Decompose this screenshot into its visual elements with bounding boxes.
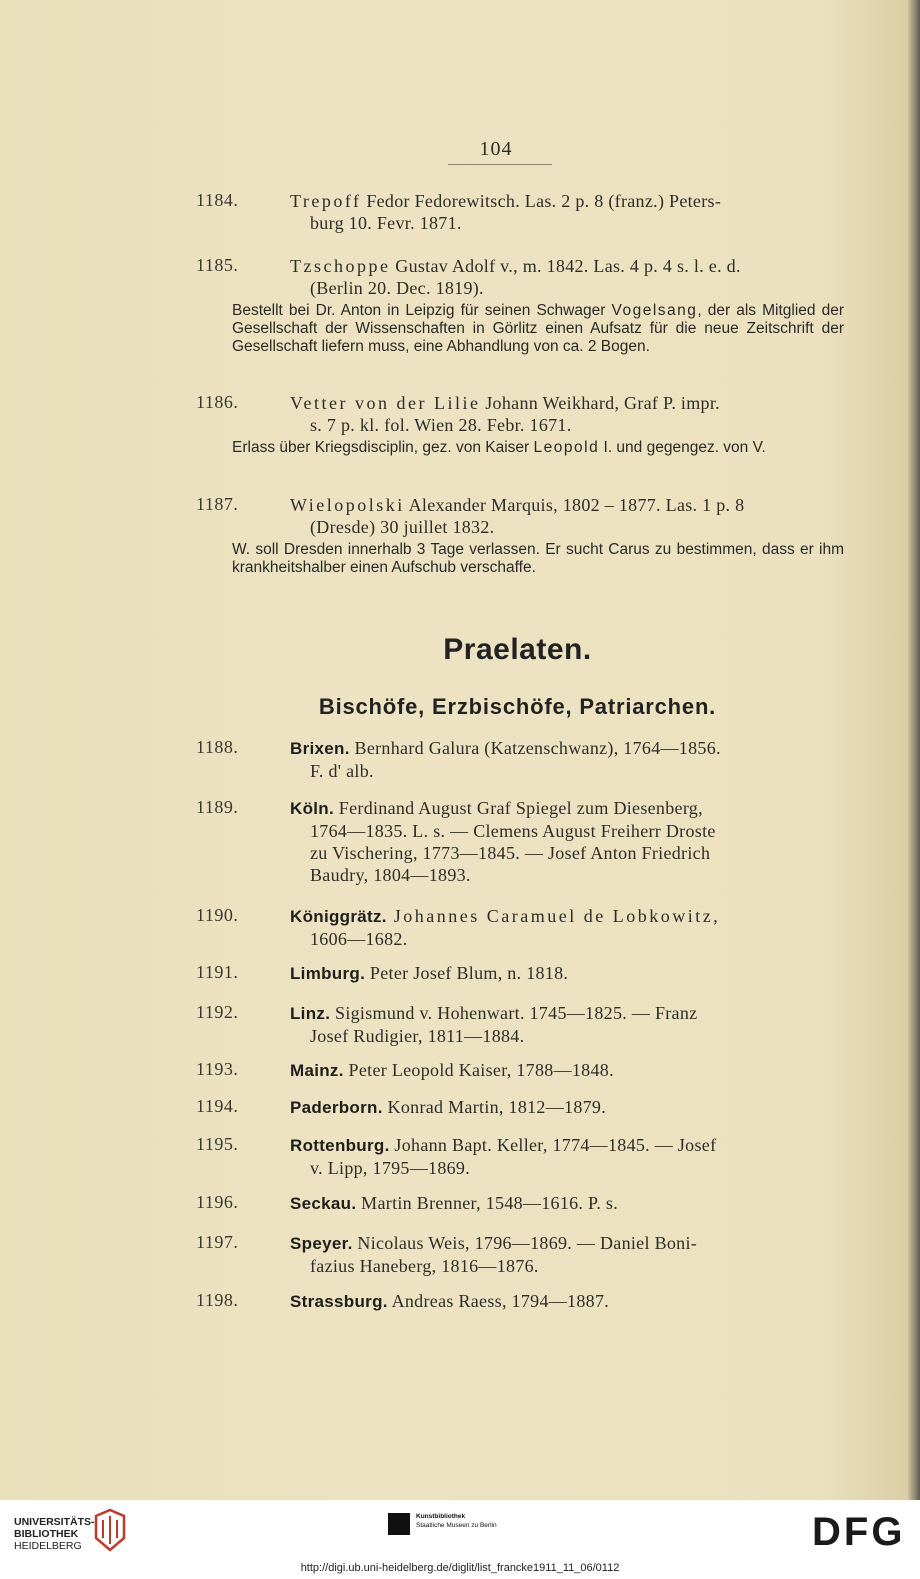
- entry-text: [292, 1192, 846, 1215]
- entry-text: [292, 494, 846, 538]
- entry-line: Martin Brenner, 1548—1616. P. s.: [356, 1193, 619, 1213]
- catalog-entry-1197: [196, 1232, 846, 1277]
- entry-continuation: Josef Rudigier, 1811—1884.: [310, 1026, 525, 1046]
- note-1187: W. soll Dresden innerhalb 3 Tage verlassen. Er sucht Carus zu bestimmen, dass er ihm krankheitshalber einen Aufschub verschaffe.: [232, 541, 844, 576]
- entry-line: Ferdinand August Graf Spiegel zum Diesenberg,: [334, 798, 703, 818]
- entry-number: 1185.: [196, 255, 239, 275]
- entry-line: Gustav Adolf v., m. 1842. Las. 4 p. 4 s. l. e. d.: [390, 256, 741, 276]
- entry-text: [292, 1232, 846, 1277]
- note-text: Bestellt bei Dr. Anton in Leipzig für seinen Schwager: [232, 302, 612, 319]
- catalog-entry-1188: [196, 737, 846, 782]
- entry-number: 1195.: [196, 1134, 239, 1154]
- note-1185: [232, 302, 844, 356]
- section-subheading: Bischöfe, Erzbischöfe, Patriarchen.: [318, 694, 717, 719]
- entry-number: 1189.: [196, 797, 239, 817]
- entry-text: [292, 1096, 846, 1119]
- logo-line: UNIVERSITÄTS-: [14, 1516, 95, 1528]
- entry-place: Königgrätz.: [290, 907, 387, 926]
- entry-line: Andreas Raess, 1794—1887.: [387, 1291, 610, 1311]
- entry-number: 1193.: [196, 1059, 239, 1079]
- entry-line: Peter Josef Blum, n. 1818.: [365, 963, 569, 983]
- entry-number: 1194.: [196, 1096, 239, 1116]
- entry-number: 1198.: [196, 1290, 239, 1310]
- entry-continuation: 1606—1682.: [310, 929, 408, 949]
- entry-place: Strassburg.: [290, 1292, 388, 1311]
- entry-number: 1192.: [196, 1002, 239, 1022]
- catalog-entry-1196: [196, 1192, 846, 1215]
- entry-text: [292, 905, 846, 950]
- entry-text: [292, 1290, 846, 1313]
- entry-continuation: F. d' alb.: [310, 761, 374, 781]
- entry-text: [292, 962, 846, 985]
- entry-name: Vetter von der Lilie: [290, 393, 481, 413]
- university-mark-icon: [92, 1508, 128, 1552]
- entry-text: [292, 1059, 846, 1082]
- note-text: I. und gegengez. von V.: [599, 439, 766, 456]
- entry-number: 1184.: [196, 190, 239, 210]
- entry-name: Wielopolski: [290, 495, 405, 515]
- footer-bar: [0, 1500, 920, 1579]
- entry-line: Johann Weikhard, Graf P. impr.: [480, 393, 720, 413]
- note-text: Erlass über Kriegsdisciplin, gez. von Kaiser: [232, 439, 534, 456]
- page-number-rule: [448, 164, 552, 165]
- entry-number: 1186.: [196, 392, 239, 412]
- catalog-entry-1194: [196, 1096, 846, 1119]
- entry-place: Seckau.: [290, 1194, 357, 1213]
- entry-text: [292, 392, 846, 436]
- entry-continuation: s. 7 p. kl. fol. Wien 28. Febr. 1671.: [310, 415, 572, 435]
- entry-continuation: 1764—1835. L. s. — Clemens August Freiherr Droste: [310, 821, 716, 841]
- entry-place: Limburg.: [290, 964, 366, 983]
- entry-text: [292, 1134, 846, 1179]
- logo-line: HEIDELBERG: [14, 1540, 82, 1552]
- catalog-entry-1189: [196, 797, 846, 886]
- entry-number: 1197.: [196, 1232, 239, 1252]
- entry-line: Sigismund v. Hohenwart. 1745—1825. — Franz: [330, 1003, 698, 1023]
- entry-text: [292, 255, 846, 299]
- entry-place: Brixen.: [290, 739, 350, 758]
- catalog-entry-1190: [196, 905, 846, 950]
- entry-place: Köln.: [290, 799, 334, 818]
- entry-continuation: v. Lipp, 1795—1869.: [310, 1158, 471, 1178]
- entry-place: Linz.: [290, 1004, 331, 1023]
- catalog-entry-1191: [196, 962, 846, 985]
- entry-place: Mainz.: [290, 1061, 344, 1080]
- entry-line: Peter Leopold Kaiser, 1788—1848.: [343, 1060, 614, 1080]
- logo-line: BIBLIOTHEK: [14, 1528, 79, 1540]
- entry-continuation: zu Vischering, 1773—1845. — Josef Anton Friedrich: [310, 843, 711, 863]
- note-name: Leopold: [533, 439, 600, 456]
- entry-line: Johann Bapt. Keller, 1774—1845. — Josef: [389, 1135, 717, 1155]
- entry-line: Alexander Marquis, 1802 – 1877. Las. 1 p. 8: [404, 495, 745, 515]
- university-library-logo[interactable]: [14, 1516, 95, 1552]
- entry-text: [292, 737, 846, 782]
- entry-continuation: (Berlin 20. Dec. 1819).: [310, 278, 484, 298]
- catalog-entry-1186: [196, 392, 846, 436]
- catalog-entry-1193: [196, 1059, 846, 1082]
- entry-line: Konrad Martin, 1812—1879.: [382, 1097, 607, 1117]
- entry-line: Nicolaus Weis, 1796—1869. — Daniel Boni-: [352, 1233, 698, 1253]
- entry-number: 1190.: [196, 905, 239, 925]
- entry-name: Trepoff: [290, 191, 362, 211]
- entry-number: 1191.: [196, 962, 239, 982]
- catalog-entry-1184: [196, 190, 846, 234]
- kb-line: Staatliche Museen zu Berlin: [416, 1522, 497, 1529]
- entry-line: Johannes Caramuel de Lobkowitz,: [386, 906, 721, 926]
- catalog-entry-1185: [196, 255, 846, 299]
- entry-continuation: (Dresde) 30 juillet 1832.: [310, 517, 495, 537]
- entry-place: Speyer.: [290, 1234, 353, 1253]
- catalog-entry-1198: [196, 1290, 846, 1313]
- entry-text: [292, 1002, 846, 1047]
- entry-place: Rottenburg.: [290, 1136, 390, 1155]
- kb-line: Kunstbibliothek: [416, 1513, 466, 1520]
- kunstbibliothek-label[interactable]: [416, 1512, 497, 1530]
- entry-continuation: burg 10. Fevr. 1871.: [310, 213, 462, 233]
- entry-number: 1196.: [196, 1192, 239, 1212]
- catalog-entry-1195: [196, 1134, 846, 1179]
- note-name: Vogelsang: [611, 302, 698, 319]
- note-text: , der als Mitglied der Gesellschaft der Wissenschaften in Görlitz einen Aufsatz für die neue Zeitschrift der Gesellschaft liefern muss, eine Abhandlung von ca. 2 Bogen.: [232, 302, 844, 355]
- catalog-entry-1187: [196, 494, 846, 538]
- entry-number: 1187.: [196, 494, 239, 514]
- catalog-entry-1192: [196, 1002, 846, 1047]
- entry-continuation: Baudry, 1804—1893.: [310, 865, 471, 885]
- entry-continuation: fazius Haneberg, 1816—1876.: [310, 1256, 539, 1276]
- book-spine-edge: [908, 0, 920, 1500]
- entry-text: [292, 797, 846, 886]
- dfg-logo[interactable]: DFG: [812, 1510, 906, 1554]
- kunstbibliothek-logo-icon: [388, 1513, 410, 1535]
- entry-line: Fedor Fedorewitsch. Las. 2 p. 8 (franz.) Peters-: [361, 191, 722, 211]
- entry-number: 1188.: [196, 737, 239, 757]
- entry-place: Paderborn.: [290, 1098, 383, 1117]
- section-heading: Praelaten.: [443, 633, 592, 666]
- page-number: 104: [479, 138, 513, 160]
- note-1186: [232, 439, 844, 457]
- entry-line: Bernhard Galura (Katzenschwanz), 1764—1856.: [349, 738, 721, 758]
- entry-name: Tzschoppe: [290, 256, 391, 276]
- entry-text: [292, 190, 846, 234]
- source-url-link[interactable]: http://digi.ub.uni-heidelberg.de/diglit/list_francke1911_11_06/0112: [300, 1562, 620, 1574]
